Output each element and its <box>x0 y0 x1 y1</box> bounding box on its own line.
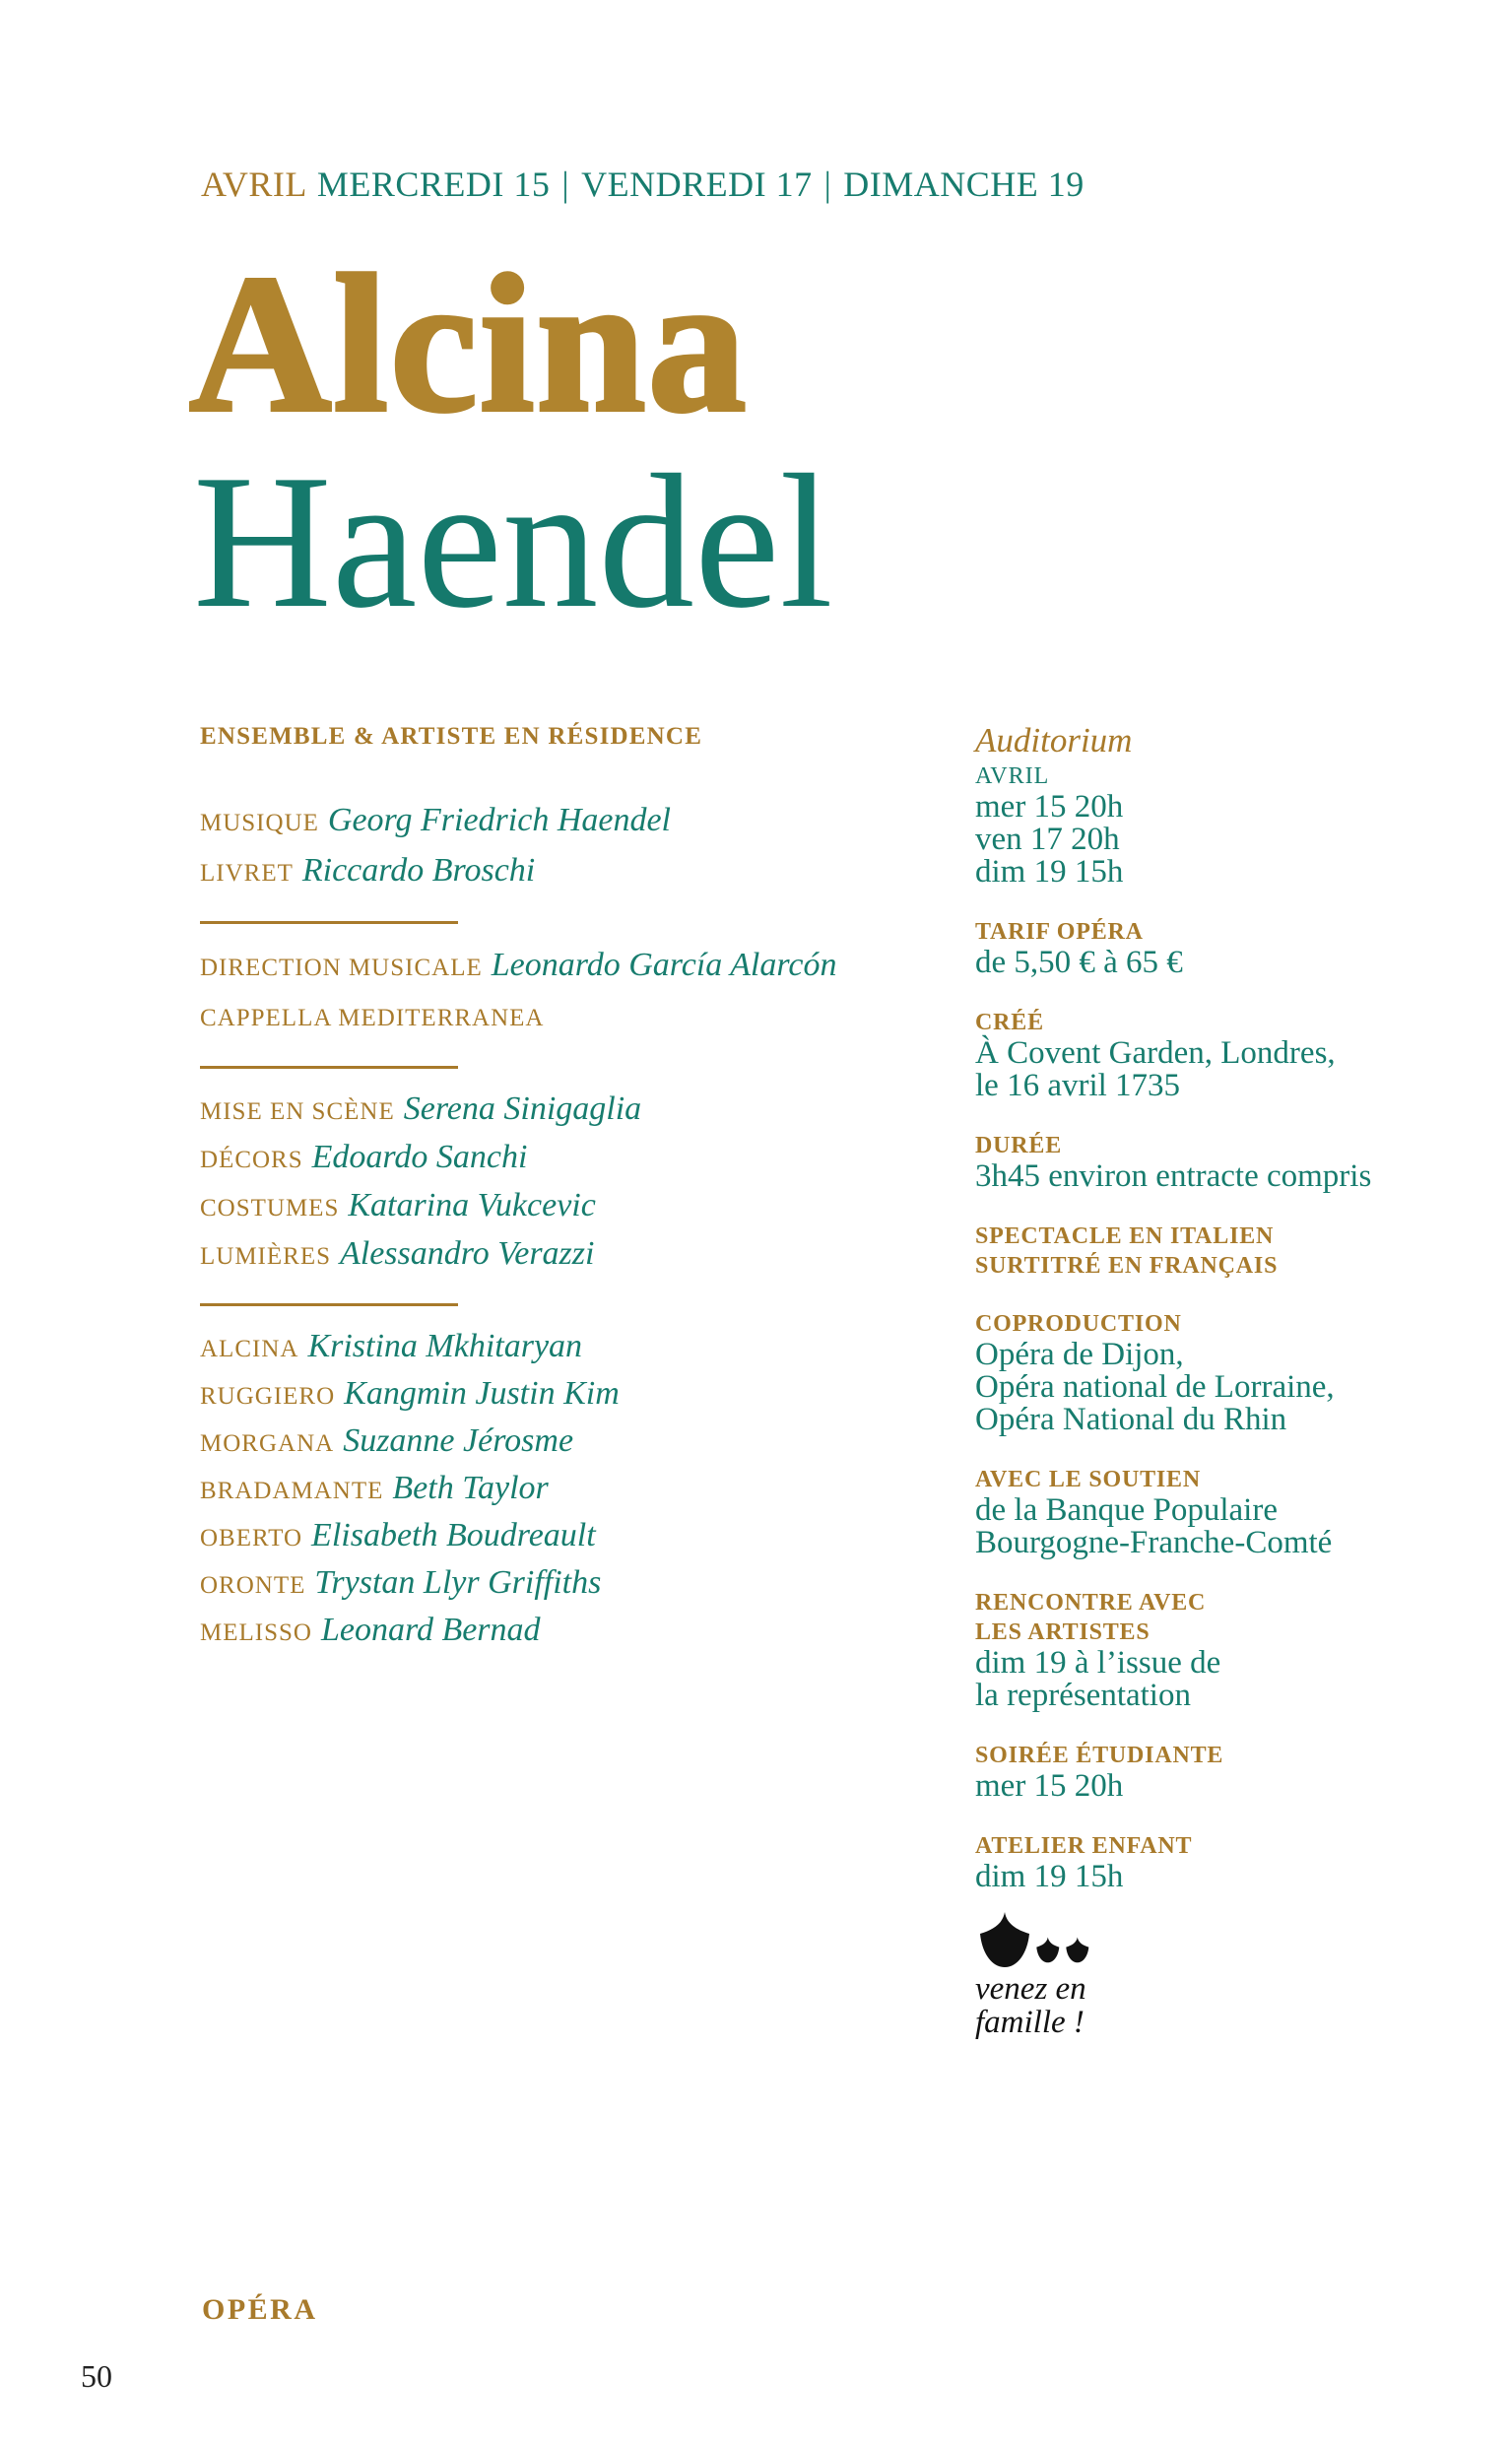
info-label: ATELIER ENFANT <box>975 1833 1193 1859</box>
family-note-line: famille ! <box>975 2005 1085 2040</box>
info-line: de 5,50 € à 65 € <box>975 945 1183 980</box>
divider-rule <box>200 921 458 924</box>
cast-line <box>200 1608 870 1655</box>
credit-label: COSTUMES <box>200 1195 340 1222</box>
info-line: Opéra national de Lorraine, <box>975 1369 1335 1405</box>
credit-value: Edoardo Sanchi <box>311 1139 528 1175</box>
credit-value: Leonardo García Alarcón <box>491 947 837 983</box>
date-separator: | <box>561 165 570 204</box>
schedule-time: mer 15 20h <box>975 789 1124 825</box>
info-line: Bourgogne-Franche-Comté <box>975 1525 1333 1560</box>
family-note <box>975 1911 1448 2039</box>
info-block-kids-workshop <box>975 1831 1448 1893</box>
credit-group-cast <box>200 1324 870 1655</box>
date-day: MERCREDI 15 <box>316 165 551 204</box>
info-label: TARIF OPÉRA <box>975 919 1144 945</box>
credit-value: Riccardo Broschi <box>301 852 536 889</box>
credit-value: Katarina Vukcevic <box>348 1187 596 1223</box>
credit-group-musical <box>200 942 870 1042</box>
role-label: BRADAMANTE <box>200 1478 384 1504</box>
info-block-duration <box>975 1131 1448 1193</box>
schedule-time: ven 17 20h <box>975 822 1120 857</box>
info-line: de la Banque Populaire <box>975 1492 1278 1528</box>
credit-value: Georg Friedrich Haendel <box>327 802 672 838</box>
credit-group-staging <box>200 1087 870 1280</box>
singer-name: Elisabeth Boudreault <box>311 1517 596 1553</box>
credits-column <box>200 722 870 1655</box>
info-label: SURTITRÉ EN FRANÇAIS <box>975 1253 1279 1279</box>
credit-line <box>200 1135 870 1183</box>
singer-name: Leonard Bernad <box>320 1612 541 1648</box>
info-label: SPECTACLE EN ITALIEN <box>975 1223 1275 1249</box>
cast-line <box>200 1466 870 1513</box>
info-block-meet-artists <box>975 1588 1448 1712</box>
info-label: COPRODUCTION <box>975 1311 1182 1337</box>
cast-line <box>200 1371 870 1419</box>
schedule-month: AVRIL <box>975 763 1050 789</box>
info-label: RENCONTRE AVEC <box>975 1590 1207 1616</box>
info-block-student-night <box>975 1741 1448 1803</box>
section-label: OPÉRA <box>202 2293 318 2326</box>
info-label: AVEC LE SOUTIEN <box>975 1467 1201 1492</box>
credit-value: Serena Sinigaglia <box>403 1090 642 1127</box>
info-block-tarif <box>975 917 1448 979</box>
role-label: RUGGIERO <box>200 1383 336 1410</box>
role-label: MELISSO <box>200 1619 312 1646</box>
credit-line <box>200 1087 870 1135</box>
info-block-support <box>975 1465 1448 1559</box>
family-note-text <box>975 1972 1448 2039</box>
schedule-times <box>975 791 1448 889</box>
credit-label: DÉCORS <box>200 1147 303 1173</box>
info-line: le 16 avril 1735 <box>975 1068 1181 1103</box>
singer-name: Kangmin Justin Kim <box>344 1375 620 1412</box>
credit-line <box>200 1231 870 1280</box>
performance-dates <box>201 164 1085 205</box>
info-line: À Covent Garden, Londres, <box>975 1035 1336 1071</box>
cast-line <box>200 1560 870 1608</box>
info-line: dim 19 15h <box>975 1859 1124 1894</box>
info-label: LES ARTISTES <box>975 1619 1150 1645</box>
divider-rule <box>200 1066 458 1069</box>
credit-line <box>200 942 870 992</box>
credit-label: DIRECTION MUSICALE <box>200 955 483 981</box>
role-label: ALCINA <box>200 1336 299 1362</box>
credit-label: LIVRET <box>200 860 294 887</box>
info-block-language <box>975 1222 1448 1281</box>
info-line: Opéra National du Rhin <box>975 1402 1287 1437</box>
page-number: 50 <box>81 2358 112 2394</box>
credit-label: MUSIQUE <box>200 810 319 836</box>
credit-label: CAPPELLA MEDITERRANEA <box>200 1005 545 1031</box>
credit-label: MISE EN SCÈNE <box>200 1098 395 1125</box>
date-separator: | <box>823 165 832 204</box>
cast-line <box>200 1324 870 1371</box>
credit-line <box>200 992 870 1042</box>
role-label: OBERTO <box>200 1525 303 1552</box>
date-day: VENDREDI 17 <box>581 165 813 204</box>
family-silhouettes-icon <box>975 1911 1093 1972</box>
role-label: MORGANA <box>200 1430 335 1457</box>
date-month: AVRIL <box>201 165 307 204</box>
divider-rule <box>200 1303 458 1306</box>
info-line: la représentation <box>975 1678 1191 1713</box>
venue-name: Auditorium <box>975 721 1133 759</box>
credit-line <box>200 797 870 847</box>
credit-value: Alessandro Verazzi <box>340 1235 595 1272</box>
info-line: dim 19 à l’issue de <box>975 1645 1221 1681</box>
credit-line <box>200 1183 870 1231</box>
info-label: DURÉE <box>975 1133 1063 1158</box>
credit-line <box>200 847 870 897</box>
info-line: mer 15 20h <box>975 1768 1124 1804</box>
cast-line <box>200 1513 870 1560</box>
info-block-coproduction <box>975 1309 1448 1436</box>
info-label: SOIRÉE ÉTUDIANTE <box>975 1743 1224 1768</box>
family-note-line: venez en <box>975 1971 1086 2007</box>
schedule-time: dim 19 15h <box>975 854 1124 890</box>
credit-group-work <box>200 797 870 897</box>
practical-info-column <box>975 720 1448 2039</box>
singer-name: Beth Taylor <box>392 1470 549 1506</box>
role-label: ORONTE <box>200 1572 306 1599</box>
cast-line <box>200 1419 870 1466</box>
info-block-premiere <box>975 1008 1448 1102</box>
singer-name: Trystan Llyr Griffiths <box>314 1564 602 1601</box>
date-day: DIMANCHE 19 <box>843 165 1085 204</box>
info-line: Opéra de Dijon, <box>975 1337 1184 1372</box>
credit-label: LUMIÈRES <box>200 1243 331 1270</box>
composer-name: Haendel <box>193 435 833 648</box>
info-line: 3h45 environ entracte compris <box>975 1158 1372 1194</box>
singer-name: Suzanne Jérosme <box>343 1422 574 1459</box>
singer-name: Kristina Mkhitaryan <box>307 1328 583 1364</box>
info-label: CRÉÉ <box>975 1010 1044 1035</box>
residence-banner: ENSEMBLE & ARTISTE EN RÉSIDENCE <box>200 723 703 750</box>
opera-title: Alcina <box>189 235 749 453</box>
